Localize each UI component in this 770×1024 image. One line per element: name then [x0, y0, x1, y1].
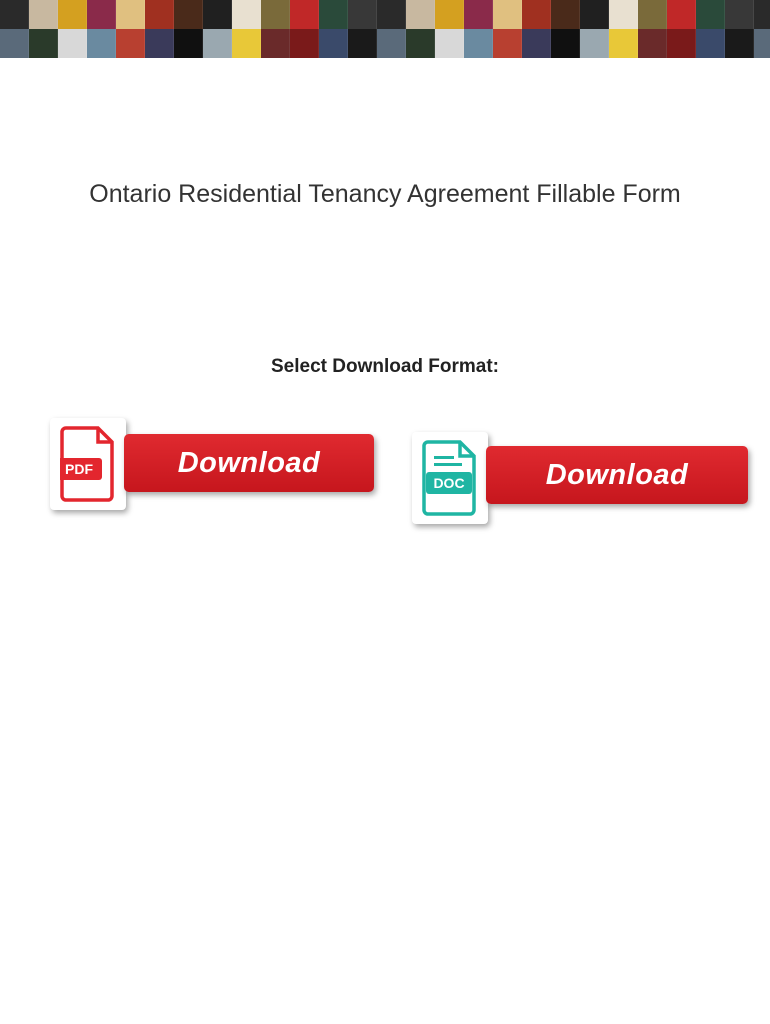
banner-thumbnail: [406, 0, 435, 29]
banner-thumbnail: [725, 0, 754, 29]
pdf-download-button[interactable]: Download: [124, 434, 374, 492]
banner-thumbnail: [754, 0, 770, 29]
banner-thumbnail: [29, 0, 58, 29]
banner-thumbnail: [638, 29, 667, 58]
banner-thumbnail: [29, 29, 58, 58]
banner-thumbnail: [522, 0, 551, 29]
banner-thumbnail: [551, 0, 580, 29]
banner-thumbnail: [377, 0, 406, 29]
banner-thumbnail: [348, 0, 377, 29]
banner-thumbnail: [580, 29, 609, 58]
banner-thumbnail: [145, 0, 174, 29]
banner-thumbnail: [348, 29, 377, 58]
banner-thumbnail: [261, 0, 290, 29]
banner-thumbnail: [754, 29, 770, 58]
banner-thumbnail: [174, 0, 203, 29]
banner-thumbnail: [435, 29, 464, 58]
banner-thumbnail: [261, 29, 290, 58]
banner-thumbnail: [58, 29, 87, 58]
doc-download-button[interactable]: Download: [486, 446, 748, 504]
banner-thumbnail: [0, 29, 29, 58]
page-title: Ontario Residential Tenancy Agreement Fillable Form: [89, 180, 681, 208]
banner-thumbnail: [667, 29, 696, 58]
banner-thumbnail: [464, 29, 493, 58]
banner-thumbnail: [203, 29, 232, 58]
banner-thumbnail: [0, 0, 29, 29]
banner-thumbnail: [609, 29, 638, 58]
doc-icon-label: DOC: [433, 475, 465, 491]
banner-thumbnail: [319, 29, 348, 58]
banner-thumbnail: [203, 0, 232, 29]
banner-thumbnail: [493, 29, 522, 58]
banner-thumbnail: [174, 29, 203, 58]
banner-thumbnail: [145, 29, 174, 58]
banner-thumbnail: [290, 0, 319, 29]
pdf-file-icon: [50, 418, 126, 510]
banner-thumbnail: [116, 29, 145, 58]
banner-thumbnail: [638, 0, 667, 29]
banner-thumbnail: [667, 0, 696, 29]
banner-thumbnail: [377, 29, 406, 58]
banner-thumbnail: [319, 0, 348, 29]
banner-thumbnail: [696, 0, 725, 29]
thumbnail-banner: [0, 0, 770, 58]
select-format-heading: Select Download Format:: [270, 356, 500, 377]
banner-thumbnail: [522, 29, 551, 58]
banner-thumbnail: [551, 29, 580, 58]
doc-file-icon: [412, 432, 488, 524]
banner-thumbnail: [464, 0, 493, 29]
banner-thumbnail: [232, 29, 261, 58]
banner-thumbnail: [290, 29, 319, 58]
banner-thumbnail: [232, 0, 261, 29]
banner-thumbnail: [696, 29, 725, 58]
banner-thumbnail: [609, 0, 638, 29]
banner-thumbnail: [493, 0, 522, 29]
banner-thumbnail: [580, 0, 609, 29]
banner-thumbnail: [116, 0, 145, 29]
banner-thumbnail: [87, 29, 116, 58]
banner-thumbnail: [435, 0, 464, 29]
pdf-icon-label: PDF: [65, 461, 93, 477]
banner-thumbnail: [87, 0, 116, 29]
banner-thumbnail: [58, 0, 87, 29]
banner-thumbnail: [406, 29, 435, 58]
banner-thumbnail: [725, 29, 754, 58]
